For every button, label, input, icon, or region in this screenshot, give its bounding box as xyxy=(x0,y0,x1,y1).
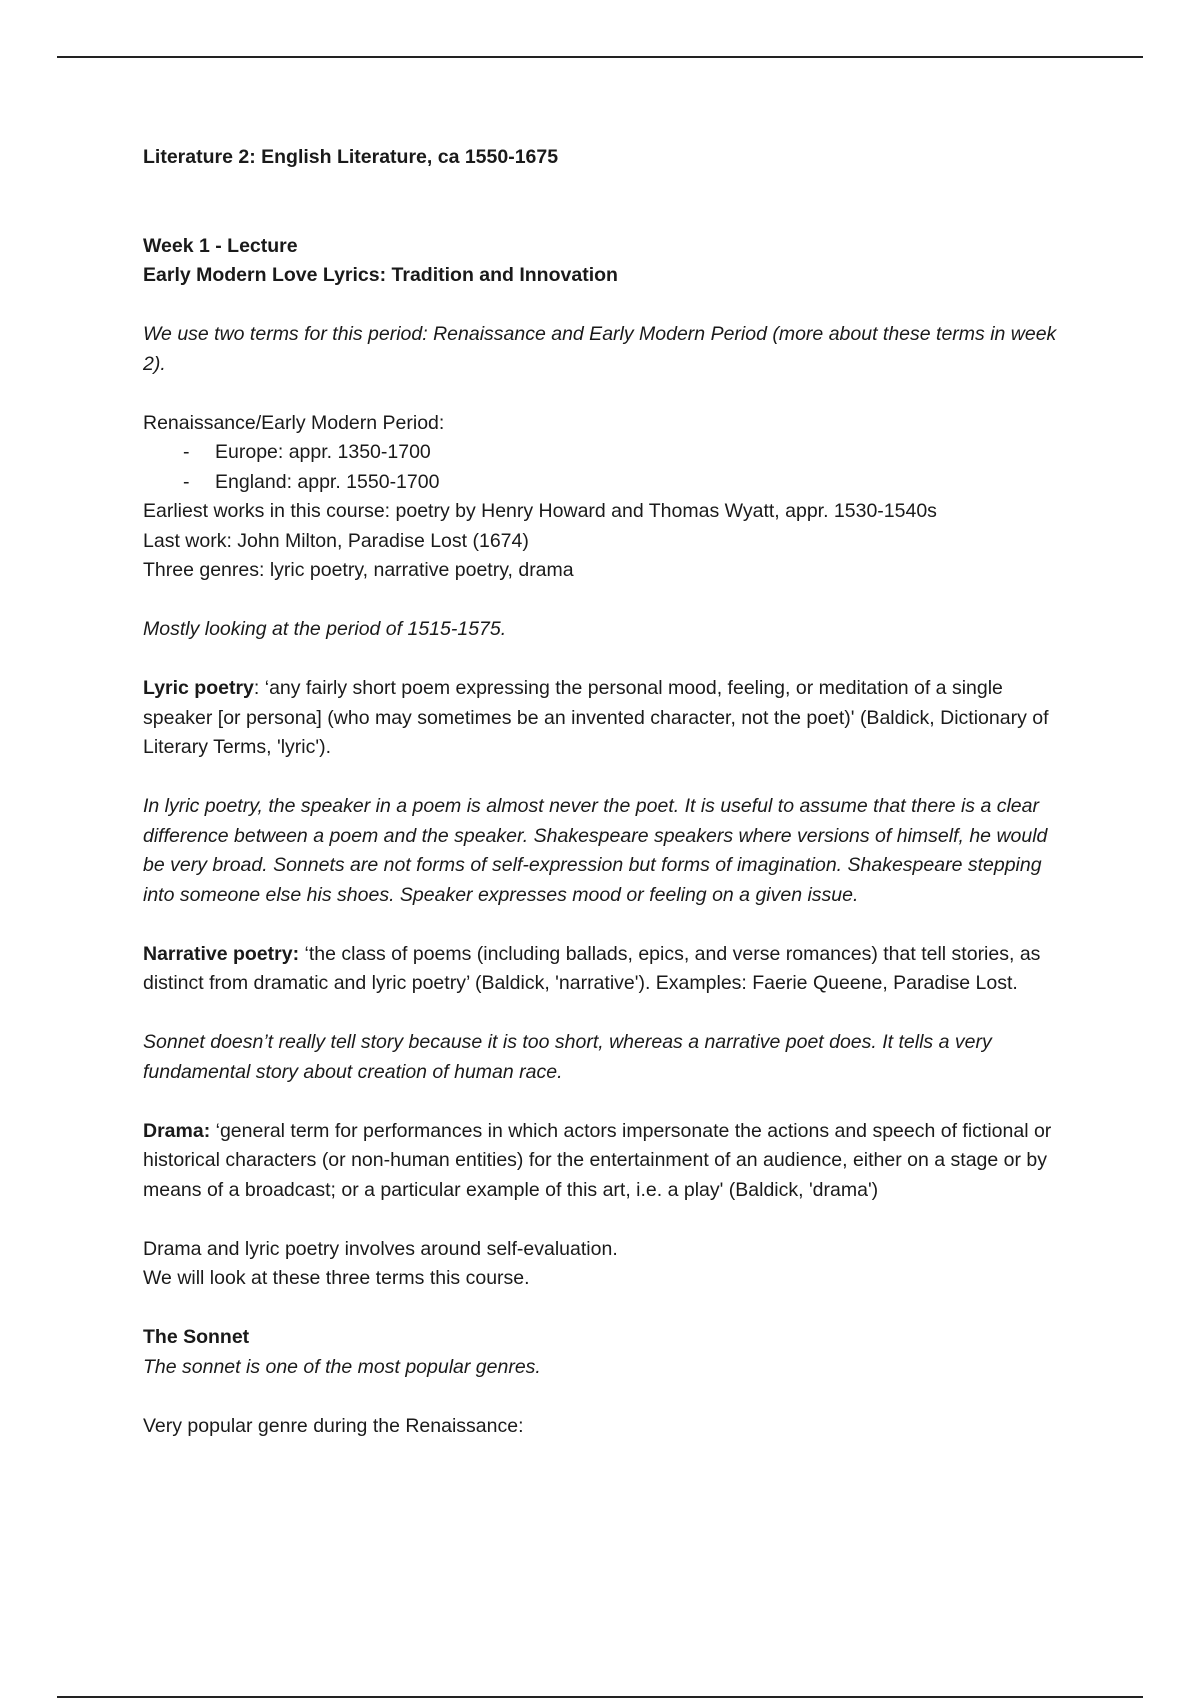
drama-definition: ‘general term for performances in which actors impersonate the actions and speech of fictional or historical characters (or non-human entities) for the entertainment of an audience, either on a stage or by means of a broadcast; or a particular example of this art, i.e. a play' (Baldick, 'drama') xyxy=(143,1119,1052,1201)
lyric-term: Lyric poetry xyxy=(143,677,254,699)
sonnet-heading: The Sonnet xyxy=(143,1326,250,1348)
narrative-note: Sonnet doesn’t really tell story because it is too short, whereas a narrative poet does. It tells a very fundamental story about creation of human race. xyxy=(143,1031,992,1083)
spacer xyxy=(143,1294,1063,1324)
week-heading: Week 1 - Lecture xyxy=(143,234,298,257)
drama-term: Drama: xyxy=(143,1119,211,1142)
spacer xyxy=(143,379,1063,409)
spacer xyxy=(143,173,1063,232)
earliest-works: Earliest works in this course: poetry by Henry Howard and Thomas Wyatt, appr. 1530-1540s xyxy=(143,500,937,522)
list-item xyxy=(183,468,1063,498)
top-rule xyxy=(57,56,1143,58)
narrative-definition: ‘the class of poems (including ballads, epics, and verse romances) that tell stories, as distinct from dramatic and lyric poetry’ (Baldick, 'narrative'). Examples: Faerie Queene, Paradise Lost. xyxy=(143,942,1041,994)
drama-lyric-note: Drama and lyric poetry involves around self-evaluation. xyxy=(143,1237,618,1260)
last-work: Last work: John Milton, Paradise Lost (1674) xyxy=(143,529,529,552)
narrative-term: Narrative poetry: xyxy=(143,942,300,965)
document-body xyxy=(143,143,1063,1441)
sonnet-popular-line: Very popular genre during the Renaissance: xyxy=(143,1414,524,1437)
bottom-rule xyxy=(57,1696,1143,1698)
course-title: Literature 2: English Literature, ca 1550-1675 xyxy=(143,146,559,168)
spacer xyxy=(143,1382,1063,1412)
period-heading: Renaissance/Early Modern Period: xyxy=(143,411,445,434)
three-terms-note: We will look at these three terms this course. xyxy=(143,1267,530,1289)
lyric-note: In lyric poetry, the speaker in a poem is almost never the poet. It is useful to assume that there is a clear difference between a poem and the speaker. Shakespeare speakers where versions of himself, he would be very broad. Sonnets are not forms of self-expression but forms of imagination. Shakespeare stepping into someone else his shoes. Speaker expresses mood or feeling on a given issue. xyxy=(143,795,1048,906)
spacer xyxy=(143,999,1063,1029)
list-dash: - xyxy=(183,441,190,463)
drama-definition-paragraph xyxy=(143,1117,1063,1206)
list-dash: - xyxy=(183,470,190,493)
lyric-definition: : ‘any fairly short poem expressing the personal mood, feeling, or meditation of a single speaker [or persona] (who may sometimes be an invented character, not the poet)' (Baldick, Dictionary of Literary Terms, 'lyric'). xyxy=(143,677,1049,758)
lecture-title: Early Modern Love Lyrics: Tradition and Innovation xyxy=(143,264,618,286)
list-item xyxy=(183,438,1063,468)
spacer xyxy=(143,586,1063,616)
spacer xyxy=(143,1087,1063,1117)
sonnet-note: The sonnet is one of the most popular genres. xyxy=(143,1355,541,1378)
period-focus: Mostly looking at the period of 1515-1575. xyxy=(143,618,507,640)
lyric-definition-paragraph xyxy=(143,674,1063,763)
list-item-text: Europe: appr. 1350-1700 xyxy=(215,441,431,463)
terms-note: We use two terms for this period: Renaissance and Early Modern Period (more about these terms in week 2). xyxy=(143,323,1057,375)
spacer xyxy=(143,1205,1063,1235)
spacer xyxy=(143,910,1063,940)
period-list xyxy=(143,438,1063,497)
spacer xyxy=(143,763,1063,793)
list-item-text: England: appr. 1550-1700 xyxy=(215,470,440,493)
narrative-definition-paragraph xyxy=(143,940,1063,999)
spacer xyxy=(143,645,1063,675)
spacer xyxy=(143,291,1063,321)
three-genres: Three genres: lyric poetry, narrative poetry, drama xyxy=(143,559,574,581)
